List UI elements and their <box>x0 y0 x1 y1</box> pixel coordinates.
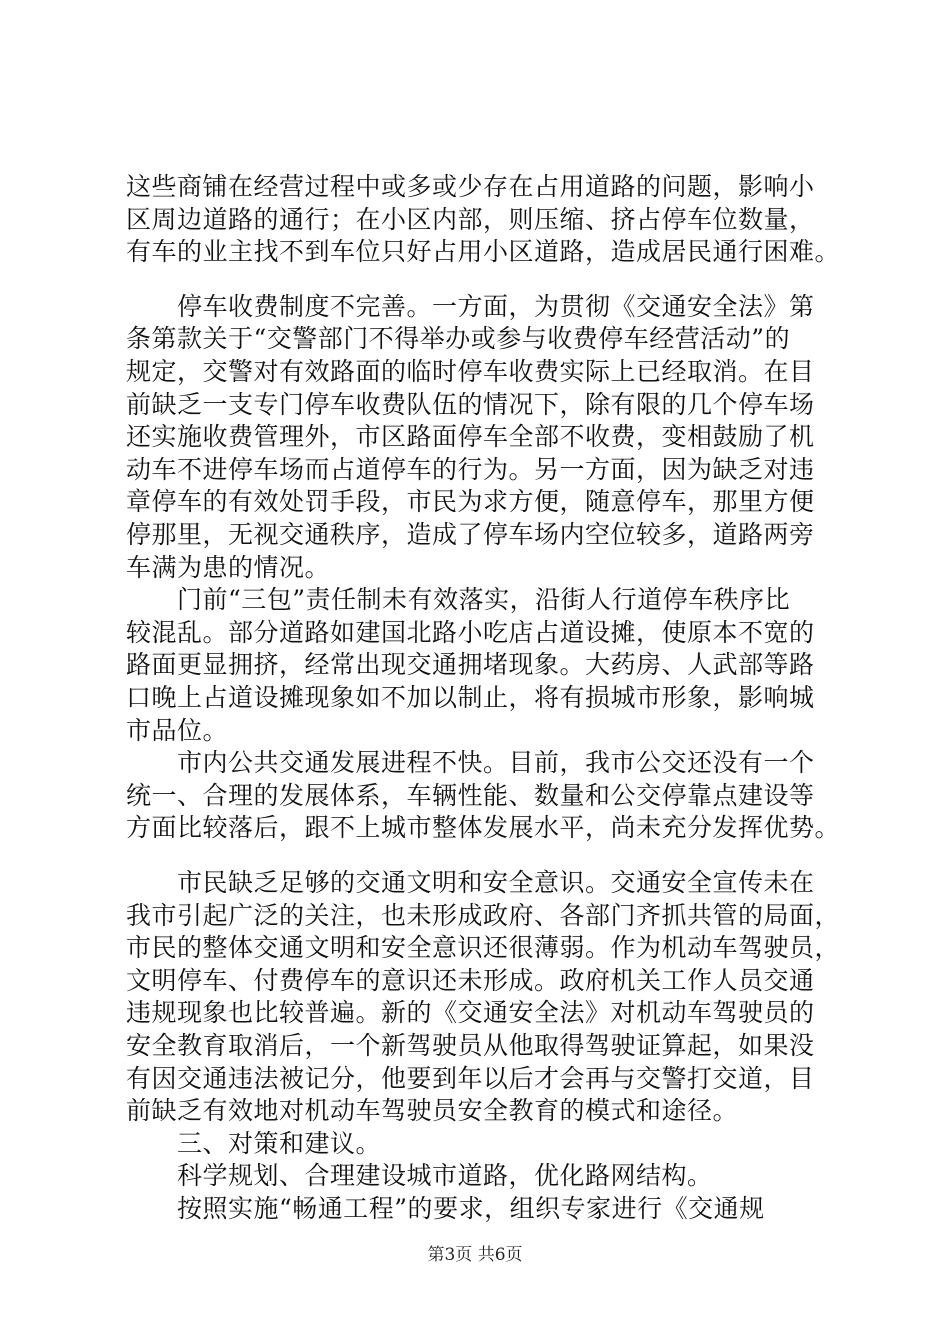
text-line: 前缺乏一支专门停车收费队伍的情况下，除有限的几个停车场 <box>126 390 815 419</box>
text-line: 科学规划、合理建设城市道路，优化路网结构。 <box>126 1161 713 1190</box>
text-line: 还实施收费管理外，市区路面停车全部不收费，变相鼓励了机 <box>126 422 815 451</box>
text-line: 统一、合理的发展体系，车辆性能、数量和公交停靠点建设等 <box>126 781 815 810</box>
text-line: 市内公共交通发展进程不快。目前，我市公交还没有一个 <box>126 748 815 777</box>
text-line: 动车不进停车场而占道停车的行为。另一方面，因为缺乏对违 <box>126 455 815 484</box>
text-line: 章停车的有效处罚手段，市民为求方便，随意停车，那里方便 <box>126 487 815 516</box>
text-line: 门前“三包”责任制未有效落实，沿街人行道停车秩序比 <box>126 585 791 614</box>
text-line: 区周边道路的通行；在小区内部，则压缩、挤占停车位数量， <box>126 205 815 234</box>
text-line: 有车的业主找不到车位只好占用小区道路，造成居民通行困难。 <box>126 237 841 266</box>
text-line: 我市引起广泛的关注，也未形成政府、各部门齐抓共管的局面， <box>126 901 841 930</box>
text-line: 市民缺乏足够的交通文明和安全意识。交通安全宣传未在 <box>126 868 815 897</box>
text-line: 口晚上占道设摊现象如不加以制止，将有损城市形象，影响城 <box>126 683 815 712</box>
text-line: 市民的整体交通文明和安全意识还很薄弱。作为机动车驾驶员， <box>126 933 841 962</box>
text-line: 有因交通违法被记分，他要到年以后才会再与交警打交道，目 <box>126 1064 815 1093</box>
text-line: 文明停车、付费停车的意识还未形成。政府机关工作人员交通 <box>126 966 815 995</box>
text-line: 条第款关于“交警部门不得举办或参与收费停车经营活动”的 <box>126 324 791 353</box>
text-line: 市品位。 <box>126 716 229 745</box>
text-line: 方面比较落后，跟不上城市整体发展水平，尚未充分发挥优势。 <box>126 813 841 842</box>
text-line: 车满为患的情况。 <box>126 553 331 582</box>
text-line: 前缺乏有效地对机动车驾驶员安全教育的模式和途径。 <box>126 1096 739 1125</box>
text-line: 停那里，无视交通秩序，造成了停车场内空位较多，道路两旁 <box>126 520 815 549</box>
text-line: 三、对策和建议。 <box>126 1129 382 1158</box>
text-line: 安全教育取消后，一个新驾驶员从他取得驾驶证算起，如果没 <box>126 1031 815 1060</box>
text-line: 路面更显拥挤，经常出现交通拥堵现象。大药房、人武部等路 <box>126 650 815 679</box>
page-footer: 第3页 共6页 <box>427 1245 523 1265</box>
text-line: 停车收费制度不完善。一方面，为贯彻《交通安全法》第 <box>126 292 815 321</box>
text-line: 规定，交警对有效路面的临时停车收费实际上已经取消。在目 <box>126 357 815 386</box>
text-line: 违规现象也比较普遍。新的《交通安全法》对机动车驾驶员的 <box>126 998 815 1027</box>
text-line: 这些商铺在经营过程中或多或少存在占用道路的问题，影响小 <box>126 172 815 201</box>
text-line: 较混乱。部分道路如建国北路小吃店占道设摊，使原本不宽的 <box>126 618 815 647</box>
text-line: 按照实施“畅通工程”的要求，组织专家进行《交通规 <box>126 1194 765 1223</box>
